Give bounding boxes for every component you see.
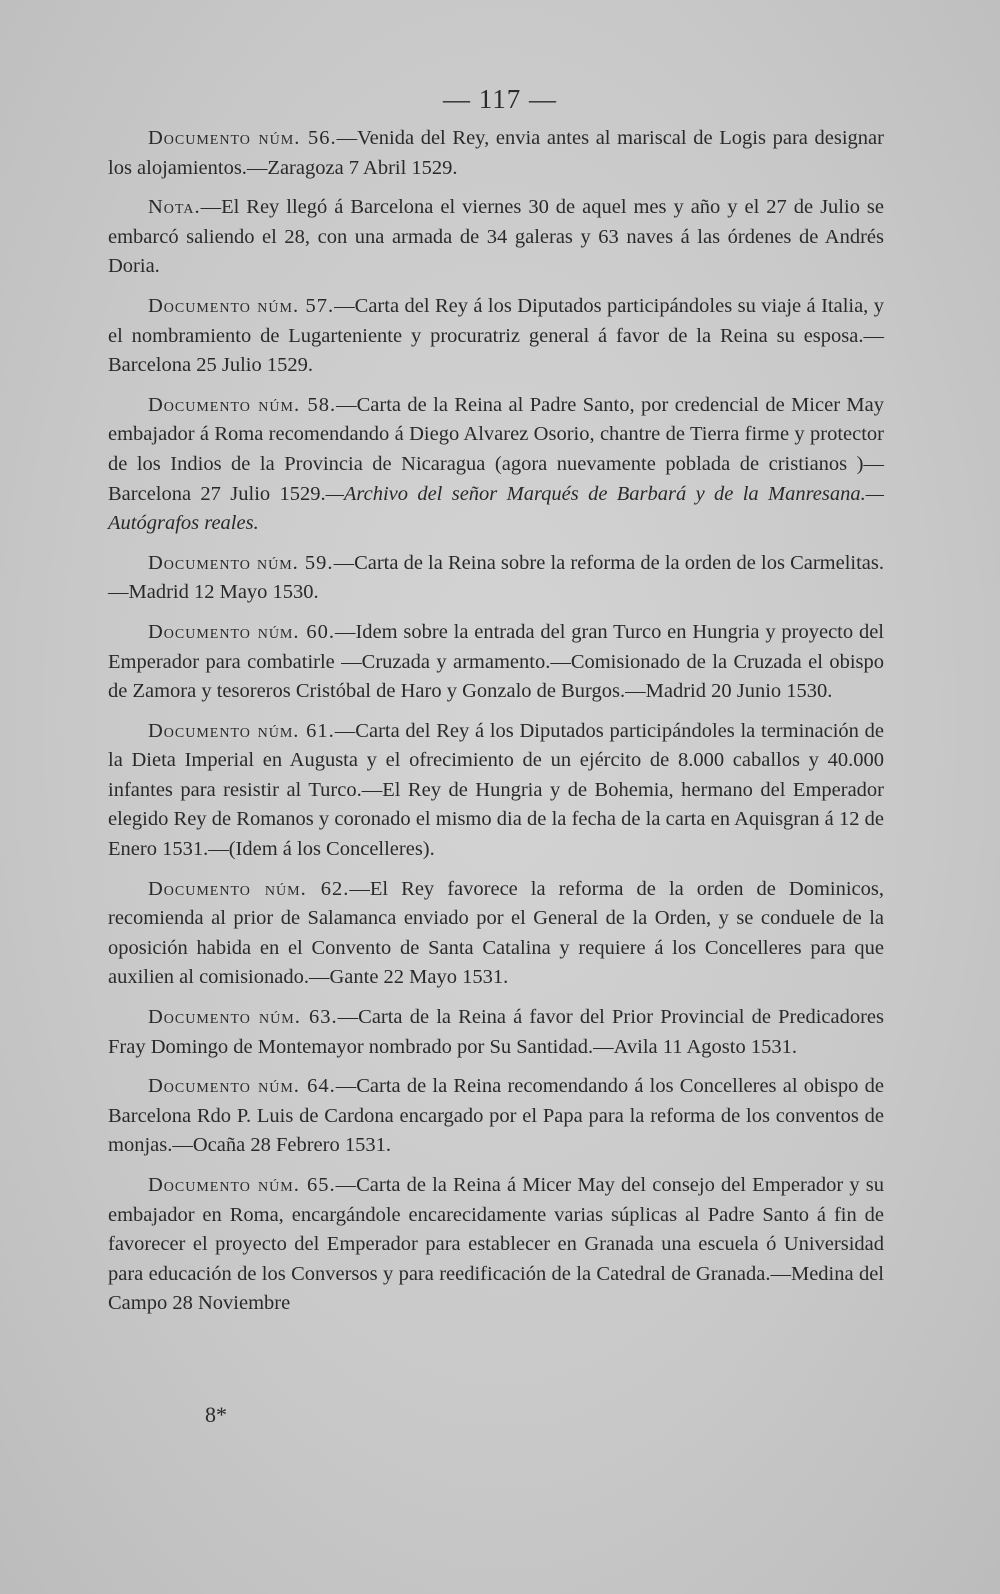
entry-text: —Venida del Rey, envia antes al mariscal de Logis para designar los alojamientos.—Zaragoza 7 Abril 1529. (108, 127, 884, 179)
entry-doc-65 (108, 1171, 884, 1319)
entry-doc-59 (108, 549, 884, 608)
entry-text: —Carta del Rey á los Diputados participándoles su viaje á Italia, y el nombramiento de Lugarteniente y procuratriz general á favor de la Reina su esposa.—Barcelona 25 Julio 1529. (108, 294, 884, 377)
entry-label: Documento núm. 63. (148, 1006, 338, 1029)
entry-text: —El Rey llegó á Barcelona el viernes 30 de aquel mes y año y el 27 de Julio se embarcó saliendo el 28, con una armada de 34 galeras y 63 naves á las órdenes de Andrés Doria. (108, 196, 884, 278)
entry-doc-58 (108, 391, 884, 539)
entry-text: —Carta de la Reina al Padre Santo, por credencial de Micer May embajador á Roma recomendando á Diego Alvarez Osorio, chantre de Tierra firme y protector de los Indios de la Provincia de Nicaragua (agora nuevamente poblada de cristianos )—Barcelona 27 Julio 1529. (108, 393, 884, 505)
entry-label: Documento núm. 65. (148, 1174, 336, 1196)
entry-doc-61 (108, 717, 884, 865)
printer-signature-mark: 8* (205, 1402, 227, 1427)
entry-label: Nota. (148, 196, 201, 219)
page-number-header: — 117 — (443, 84, 557, 114)
entry-doc-64 (108, 1072, 884, 1161)
entry-doc-60 (108, 618, 884, 707)
entry-text: —Carta del Rey á los Diputados participándoles la terminación de la Dieta Imperial en Augusta y el ofrecimiento de un ejército de 8.000 caballos y 40.000 infantes para resistir al Turco.—El Rey de Hungria y de Bohemia, hermano del Emperador elegido Rey de Romanos y coronado el mismo dia de la fecha de la carta en Aquisgran á 12 de Enero 1531.—(Idem á los Concelleres). (108, 719, 884, 861)
entry-doc-63 (108, 1003, 884, 1062)
entry-italic-source: —Archivo del señor Marqués de Barbará y de la Manresana.—Autógrafos reales. (108, 482, 884, 535)
entry-text: —El Rey favorece la reforma de la orden de Dominicos, recomienda al prior de Salamanca enviado por el General de la Orden, y se conduele de la oposición habida en el Convento de Santa Catalina y requiere á los Concelleres para que auxilien al comisionado.—Gante 22 Mayo 1531. (108, 877, 884, 989)
entry-label: Documento núm. 62. (148, 877, 350, 900)
entry-text: —Carta de la Reina recomendando á los Concelleres al obispo de Barcelona Rdo P. Luis de Cardona encargado por el Papa para la reforma de los conventos de monjas.—Ocaña 28 Febrero 1531. (108, 1075, 884, 1157)
document-body (108, 124, 884, 1329)
entry-doc-62 (108, 875, 884, 993)
entry-label: Documento núm. 56. (148, 127, 337, 149)
entry-text: —Carta de la Reina sobre la reforma de la orden de los Carmelitas.—Madrid 12 Mayo 1530. (108, 551, 885, 604)
entry-label: Documento núm. 64. (148, 1075, 336, 1098)
entry-label: Documento núm. 58. (148, 393, 337, 416)
entry-text: —Carta de la Reina á favor del Prior Provincial de Predicadores Fray Domingo de Montemayor nombrado por Su Santidad.—Avila 11 Agosto 1531. (108, 1006, 885, 1058)
entry-text: —Carta de la Reina á Micer May del consejo del Emperador y su embajador en Roma, encargándole encarecidamente varias súplicas al Padre Santo á fin de favorecer el proyecto del Emperador para establecer en Granada una escuela ó Universidad para educación de los Conversos y para reedificación de la Catedral de Granada.—Medina del Campo 28 Noviembre (108, 1174, 885, 1315)
entry-label: Documento núm. 60. (148, 620, 335, 643)
entry-label: Documento núm. 61. (148, 719, 335, 742)
entry-doc-56 (108, 124, 884, 183)
entry-note (108, 193, 884, 282)
entry-label: Documento núm. 57. (148, 294, 335, 317)
entry-text: —Idem sobre la entrada del gran Turco en Hungria y proyecto del Emperador para combatirle —Cruzada y armamento.—Comisionado de la Cruzada el obispo de Zamora y tesoreros Cristóbal de Haro y Gonzalo de Burgos.—Madrid 20 Junio 1530. (108, 620, 884, 703)
entry-doc-57 (108, 292, 884, 381)
entry-label: Documento núm. 59. (148, 551, 334, 574)
